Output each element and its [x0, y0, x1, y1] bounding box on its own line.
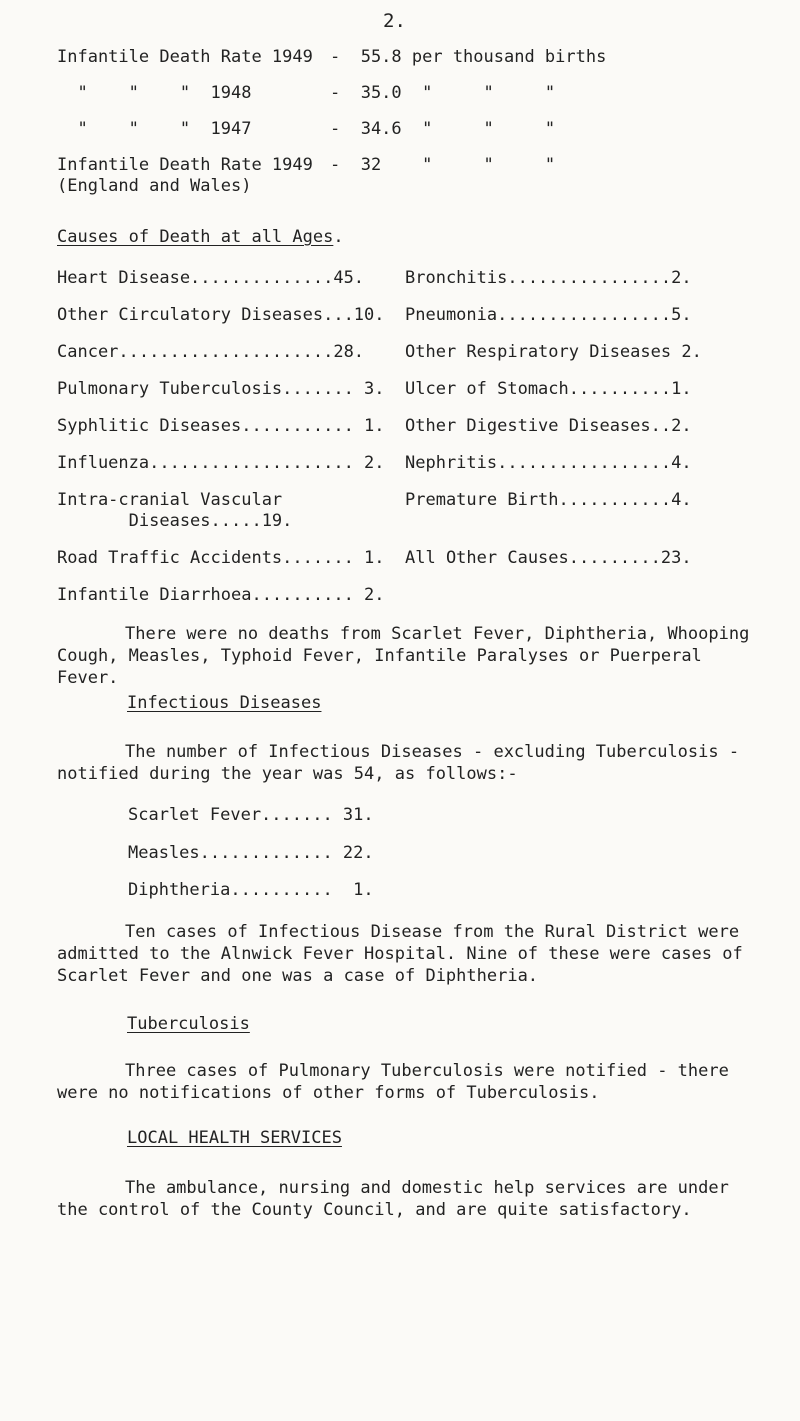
cause-item: Pulmonary Tuberculosis....... 3.: [57, 379, 385, 399]
cause-item: Road Traffic Accidents....... 1.: [57, 548, 385, 568]
cause-item: Bronchitis................2.: [405, 268, 692, 288]
list-item: Diphtheria.......... 1.: [128, 880, 374, 900]
cause-item: Heart Disease..............45.: [57, 268, 365, 288]
cause-item: Syphlitic Diseases........... 1.: [57, 416, 385, 436]
cause-item: Other Respiratory Diseases 2.: [405, 342, 702, 362]
tuberculosis-paragraph: [57, 1060, 757, 1104]
local-health-heading: LOCAL HEALTH SERVICES: [127, 1128, 342, 1148]
cause-item: Cancer.....................28.: [57, 342, 365, 362]
rate-value-england: - 32 " " ": [330, 155, 556, 175]
cause-item: Pneumonia.................5.: [405, 305, 692, 325]
rate-value-1948: - 35.0 " " ": [330, 83, 556, 103]
cause-item: Other Circulatory Diseases...10.: [57, 305, 385, 325]
cause-item: Infantile Diarrhoea.......... 2.: [57, 585, 385, 605]
rate-value-1947: - 34.6 " " ": [330, 119, 556, 139]
infectious-intro-paragraph: [57, 741, 757, 785]
local-health-paragraph: [57, 1177, 757, 1221]
no-deaths-text: There were no deaths from Scarlet Fever, Diphtheria, Whooping Cough, Measles, Typhoid Fever, Infantile Paralyses or Puerperal Fever.: [57, 624, 750, 688]
rate-label-england: Infantile Death Rate 1949: [57, 155, 313, 175]
local-health-text: The ambulance, nursing and domestic help services are under the control of the County Council, and are quite satisfactory.: [57, 1178, 729, 1220]
hospital-text: Ten cases of Infectious Disease from the Rural District were admitted to the Alnwick Fever Hospital. Nine of these were cases of Scarlet Fever and one was a case of Diphtheria.: [57, 922, 743, 986]
rate-label-1948: " " " 1948: [57, 83, 252, 103]
infectious-intro-text: The number of Infectious Diseases - excluding Tuberculosis - notified during the year was 54, as follows:-: [57, 742, 740, 784]
rate-label-1949: Infantile Death Rate 1949: [57, 47, 313, 67]
tuberculosis-heading: Tuberculosis: [127, 1014, 250, 1034]
page-number: 2.: [383, 10, 406, 32]
cause-item: Nephritis.................4.: [405, 453, 692, 473]
causes-heading-suffix: .: [333, 227, 344, 247]
cause-item: Other Digestive Diseases..2.: [405, 416, 692, 436]
cause-item: Premature Birth...........4.: [405, 490, 692, 510]
tuberculosis-text: Three cases of Pulmonary Tuberculosis were notified - there were no notifications of other forms of Tuberculosis.: [57, 1061, 729, 1103]
rate-value-1949: - 55.8 per thousand births: [330, 47, 607, 67]
rate-label-1947: " " " 1947: [57, 119, 252, 139]
causes-heading-text: Causes of Death at all Ages: [57, 227, 334, 247]
rate-note: (England and Wales): [57, 176, 252, 196]
list-item: Scarlet Fever....... 31.: [128, 805, 374, 825]
cause-item: Diseases.....19.: [57, 511, 293, 531]
causes-heading: [57, 227, 344, 247]
cause-item: Intra-cranial Vascular: [57, 490, 283, 510]
no-deaths-paragraph: [57, 623, 757, 689]
cause-item: Influenza.................... 2.: [57, 453, 385, 473]
infectious-heading: Infectious Diseases: [127, 693, 322, 713]
list-item: Measles............. 22.: [128, 843, 374, 863]
cause-item: All Other Causes.........23.: [405, 548, 692, 568]
cause-item: Ulcer of Stomach..........1.: [405, 379, 692, 399]
hospital-paragraph: [57, 921, 757, 987]
